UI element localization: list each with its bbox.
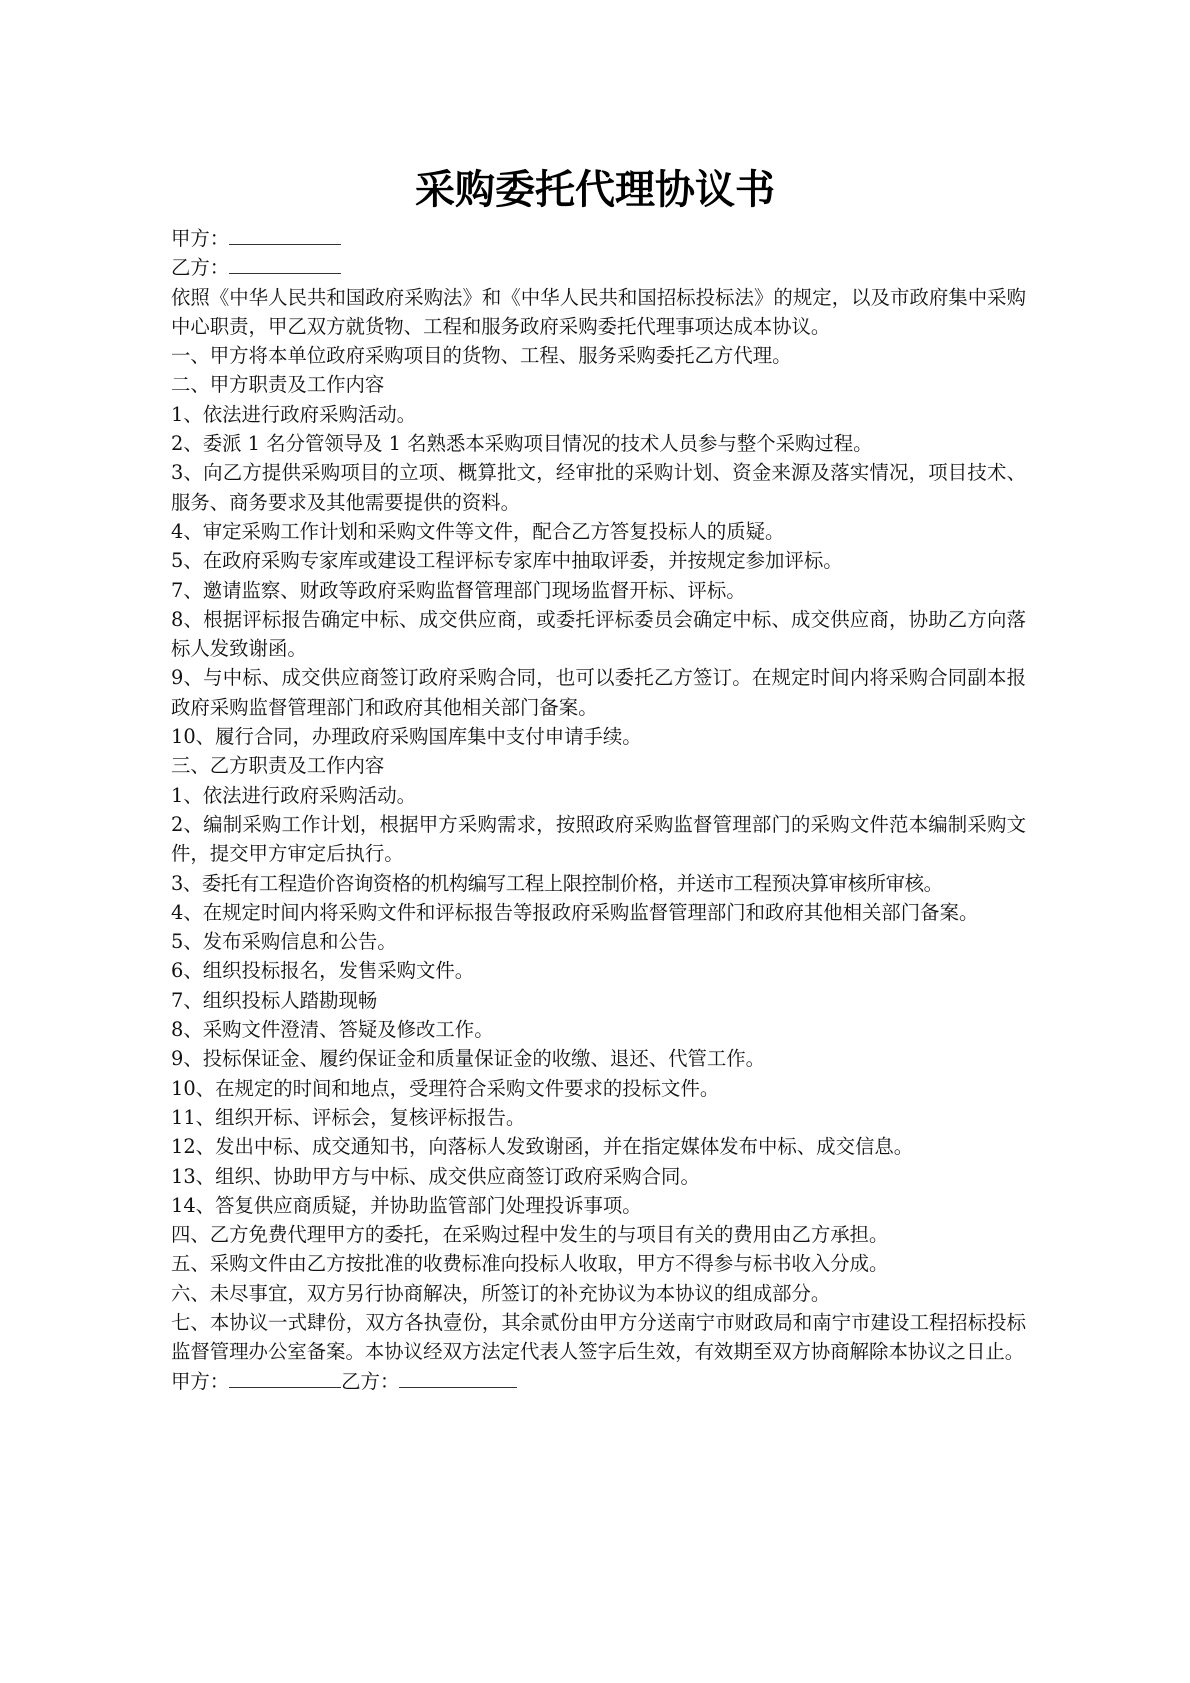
party-b-line [171, 253, 1026, 282]
section-3-item: 14、答复供应商质疑，并协助监管部门处理投诉事项。 [171, 1193, 642, 1217]
section-3-item: 3、委托有工程造价咨询资格的机构编写工程上限控制价格，并送市工程预决算审核所审核。 [171, 871, 943, 895]
section-3-item: 13、组织、协助甲方与中标、成交供应商签订政府采购合同。 [171, 1164, 700, 1188]
document-body [171, 224, 1026, 1396]
section-2-item: 7、邀请监察、财政等政府采购监督管理部门现场监督开标、评标。 [171, 578, 746, 602]
section-3-item: 9、投标保证金、履约保证金和质量保证金的收缴、退还、代管工作。 [171, 1047, 766, 1071]
section-2-item: 2、委派 1 名分管领导及 1 名熟悉本采购项目情况的技术人员参与整个采购过程。 [171, 432, 873, 456]
section-3-item: 6、组织投标报名，发售采购文件。 [171, 959, 475, 983]
section-3-item: 1、依法进行政府采购活动。 [171, 783, 417, 807]
section-2-item: 1、依法进行政府采购活动。 [171, 402, 417, 426]
section-3-item: 12、发出中标、成交通知书，向落标人发致谢函，并在指定媒体发布中标、成交信息。 [171, 1135, 914, 1159]
section-5: 五、采购文件由乙方按批准的收费标准向投标人收取，甲方不得参与标书收入分成。 [171, 1252, 889, 1276]
section-3-item: 5、发布采购信息和公告。 [171, 930, 397, 954]
section-3-item: 7、组织投标人踏勘现畅 [171, 988, 378, 1012]
signature-party-a-blank [229, 1368, 341, 1388]
section-6: 六、未尽事宜，双方另行协商解决，所签订的补充协议为本协议的组成部分。 [171, 1281, 831, 1305]
party-a-label: 甲方： [171, 227, 230, 250]
party-a-line [171, 224, 1026, 253]
section-3-item: 4、在规定时间内将采购文件和评标报告等报政府采购监督管理部门和政府其他相关部门备案。 [171, 900, 979, 924]
section-2-item: 4、审定采购工作计划和采购文件等文件，配合乙方答复投标人的质疑。 [171, 519, 785, 543]
section-2-heading: 二、甲方职责及工作内容 [171, 373, 385, 397]
section-3-item: 11、组织开标、评标会，复核评标报告。 [171, 1105, 526, 1129]
section-2-item: 9、与中标、成交供应商签订政府采购合同，也可以委托乙方签订。在规定时间内将采购合同副本报政府采购监督管理部门和政府其他相关部门备案。 [171, 666, 1026, 719]
signature-party-a-label: 甲方： [171, 1369, 230, 1393]
section-3-item: 10、在规定的时间和地点，受理符合采购文件要求的投标文件。 [171, 1076, 720, 1100]
section-3-item: 2、编制采购工作计划，根据甲方采购需求，按照政府采购监督管理部门的采购文件范本编制采购文件，提交甲方审定后执行。 [171, 812, 1026, 866]
preamble: 依照《中华人民共和国政府采购法》和《中华人民共和国招标投标法》的规定，以及市政府集中采购中心职责，甲乙双方就货物、工程和服务政府采购委托代理事项达成本协议。 [171, 285, 1026, 338]
section-2-item: 3、向乙方提供采购项目的立项、概算批文，经审批的采购计划、资金来源及落实情况，项目技术、服务、商务要求及其他需要提供的资料。 [171, 461, 1026, 514]
section-2-item: 5、在政府采购专家库或建设工程评标专家库中抽取评委，并按规定参加评标。 [171, 549, 843, 573]
party-b-blank [229, 254, 341, 274]
section-2-item: 10、履行合同，办理政府采购国库集中支付申请手续。 [171, 725, 642, 749]
section-2-item: 8、根据评标报告确定中标、成交供应商，或委托评标委员会确定中标、成交供应商，协助乙方向落标人发致谢函。 [171, 607, 1026, 661]
section-3-item: 8、采购文件澄清、答疑及修改工作。 [171, 1018, 494, 1042]
section-7: 七、本协议一式肆份，双方各执壹份，其余贰份由甲方分送南宁市财政局和南宁市建设工程招标投标监督管理办公室备案。本协议经双方法定代表人签字后生效，有效期至双方协商解除本协议之日止。 [171, 1310, 1026, 1364]
signature-party-b-blank [399, 1368, 517, 1388]
section-3-heading: 三、乙方职责及工作内容 [171, 754, 385, 778]
section-1: 一、甲方将本单位政府采购项目的货物、工程、服务采购委托乙方代理。 [171, 344, 792, 368]
document-title: 采购委托代理协议书 [415, 167, 775, 213]
party-b-label: 乙方： [171, 256, 230, 280]
signature-line [171, 1367, 1026, 1396]
party-a-blank [229, 225, 341, 245]
section-4: 四、乙方免费代理甲方的委托，在采购过程中发生的与项目有关的费用由乙方承担。 [171, 1223, 889, 1247]
signature-party-b-label: 乙方： [341, 1369, 400, 1393]
